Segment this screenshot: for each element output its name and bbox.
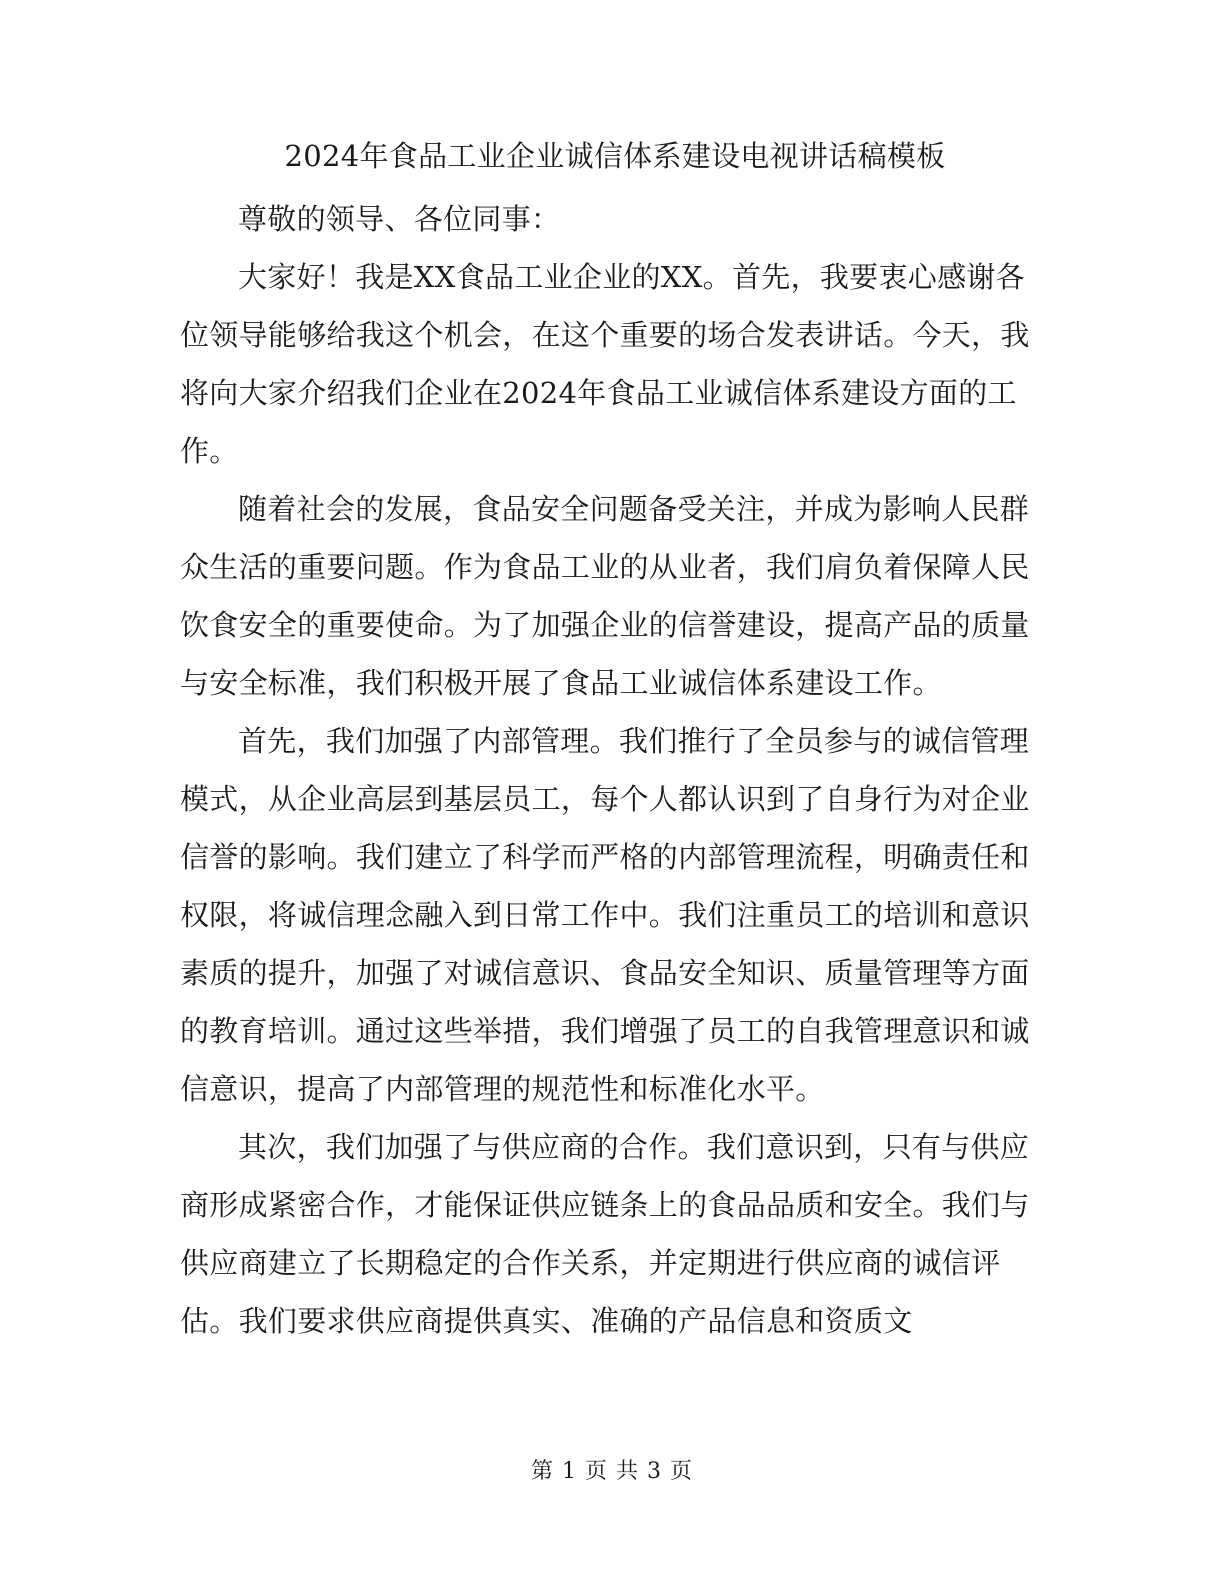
body-paragraph-supplier-cooperation: 其次，我们加强了与供应商的合作。我们意识到，只有与供应商形成紧密合作，才能保证供应链条上的食品品质和安全。我们与供应商建立了长期稳定的合作关系，并定期进行供应商的诚信评估。我们要求供应商提供真实、准确的产品信息和资质文 — [180, 1130, 1030, 1338]
salutation-paragraph: 尊敬的领导、各位同事： — [238, 202, 561, 236]
body-paragraph-internal-management: 首先，我们加强了内部管理。我们推行了全员参与的诚信管理模式，从企业高层到基层员工，每个人都认识到了自身行为对企业信誉的影响。我们建立了科学而严格的内部管理流程，明确责任和权限，将诚信理念融入到日常工作中。我们注重员工的培训和意识素质的提升，加强了对诚信意识、食品安全知识、质量管理等方面的教育培训。通过这些举措，我们增强了员工的自我管理意识和诚信意识，提高了内部管理的规范性和标准化水平。 — [180, 724, 1030, 1106]
page-number-footer: 第 1 页 共 3 页 — [531, 1459, 693, 1484]
document-body — [180, 190, 1032, 1350]
document-title: 2024年食品工业企业诚信体系建设电视讲话稿模板 — [284, 139, 946, 173]
body-paragraph-background: 随着社会的发展，食品安全问题备受关注，并成为影响人民群众生活的重要问题。作为食品工业的从业者，我们肩负着保障人民饮食安全的重要使命。为了加强企业的信誉建设，提高产品的质量与安全标准，我们积极开展了食品工业诚信体系建设工作。 — [180, 492, 1030, 700]
body-paragraph-intro: 大家好！我是XX食品工业企业的XX。首先，我要衷心感谢各位领导能够给我这个机会，在这个重要的场合发表讲话。今天，我将向大家介绍我们企业在2024年食品工业诚信体系建设方面的工作。 — [180, 260, 1030, 468]
